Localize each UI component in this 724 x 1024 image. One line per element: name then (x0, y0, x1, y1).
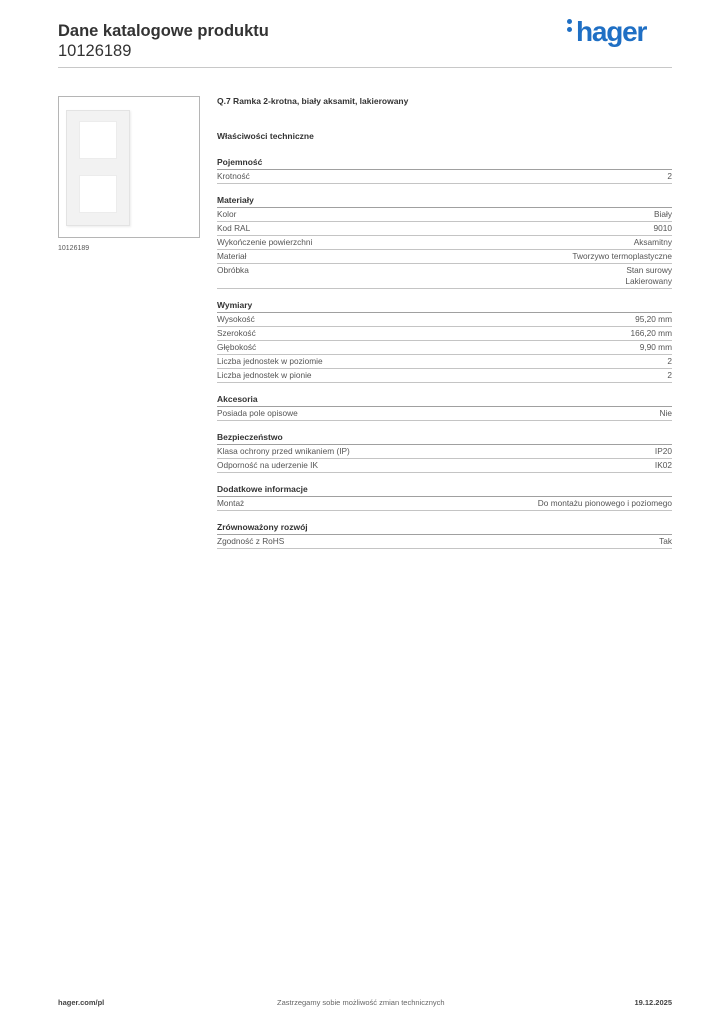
frame-opening-top (79, 121, 117, 159)
spec-label: Głębokość (217, 342, 257, 352)
spec-row (217, 341, 672, 355)
spec-value: 2 (667, 370, 672, 380)
spec-row (217, 170, 672, 184)
spec-label: Liczba jednostek w poziomie (217, 356, 323, 366)
spec-label: Liczba jednostek w pionie (217, 370, 312, 380)
tech-properties-heading: Właściwości techniczne (217, 131, 314, 141)
spec-row (217, 355, 672, 369)
frame-opening-bottom (79, 175, 117, 213)
spec-label: Montaż (217, 498, 245, 508)
spec-value-line: Lakierowany (625, 276, 672, 286)
spec-value: 2 (667, 171, 672, 181)
spec-label: Kod RAL (217, 223, 251, 233)
spec-value: Do montażu pionowego i poziomego (537, 498, 672, 508)
spec-row (217, 369, 672, 383)
spec-value: 9010 (653, 223, 672, 233)
section-title: Dodatkowe informacje (217, 484, 672, 497)
spec-value: Aksamitny (633, 237, 672, 247)
spec-row (217, 313, 672, 327)
spec-label: Obróbka (217, 265, 249, 275)
footer-disclaimer: Zastrzegamy sobie możliwość zmian technicznych (277, 998, 445, 1007)
page-title: Dane katalogowe produktu (58, 22, 269, 40)
spec-value (625, 265, 672, 287)
spec-value-line: Stan surowy (626, 265, 672, 275)
spec-label: Wysokość (217, 314, 255, 324)
hager-logo (567, 16, 646, 48)
footer-date: 19.12.2025 (634, 998, 672, 1007)
logo-text: hager (576, 16, 647, 47)
section-bezpieczenstwo (217, 432, 672, 473)
product-frame-image (66, 110, 130, 226)
header-divider (58, 67, 672, 68)
section-akcesoria (217, 394, 672, 421)
section-materialy (217, 195, 672, 289)
section-wymiary (217, 300, 672, 383)
section-title: Akcesoria (217, 394, 672, 407)
spec-row (217, 497, 672, 511)
spec-label: Szerokość (217, 328, 256, 338)
section-title: Wymiary (217, 300, 672, 313)
section-title: Pojemność (217, 157, 672, 170)
spec-row (217, 250, 672, 264)
spec-label: Klasa ochrony przed wnikaniem (IP) (217, 446, 350, 456)
spec-row (217, 264, 672, 289)
spec-row (217, 445, 672, 459)
spec-value: Biały (654, 209, 672, 219)
spec-label: Kolor (217, 209, 237, 219)
spec-value: 95,20 mm (635, 314, 672, 324)
spec-label: Wykończenie powierzchni (217, 237, 313, 247)
product-number: 10126189 (58, 42, 132, 60)
spec-value: 166,20 mm (630, 328, 672, 338)
spec-content (217, 96, 672, 560)
spec-value: Tak (659, 536, 672, 546)
spec-label: Zgodność z RoHS (217, 536, 285, 546)
section-title: Bezpieczeństwo (217, 432, 672, 445)
section-dodatkowe-informacje (217, 484, 672, 511)
spec-label: Posiada pole opisowe (217, 408, 298, 418)
spec-row (217, 535, 672, 549)
spec-value: 2 (667, 356, 672, 366)
spec-value: IK02 (654, 460, 672, 470)
spec-value: IP20 (654, 446, 672, 456)
section-title: Materiały (217, 195, 672, 208)
photo-caption: 10126189 (58, 245, 90, 252)
spec-row (217, 407, 672, 421)
section-pojemnosc (217, 157, 672, 184)
spec-row (217, 459, 672, 473)
document-header (58, 21, 269, 61)
spec-label: Materiał (217, 251, 247, 261)
logo-dots-icon (567, 16, 573, 35)
spec-row (217, 208, 672, 222)
product-name: Q.7 Ramka 2-krotna, biały aksamit, lakierowany (217, 96, 409, 106)
footer-website-link[interactable]: hager.com/pl (58, 998, 105, 1007)
spec-row (217, 222, 672, 236)
spec-label: Odporność na uderzenie IK (217, 460, 319, 470)
section-title: Zrównoważony rozwój (217, 522, 672, 535)
spec-label: Krotność (217, 171, 250, 181)
spec-row (217, 236, 672, 250)
spec-value: Nie (659, 408, 672, 418)
section-zrownowazony-rozwoj (217, 522, 672, 549)
spec-value: 9,90 mm (639, 342, 672, 352)
spec-row (217, 327, 672, 341)
spec-value: Tworzywo termoplastyczne (572, 251, 672, 261)
